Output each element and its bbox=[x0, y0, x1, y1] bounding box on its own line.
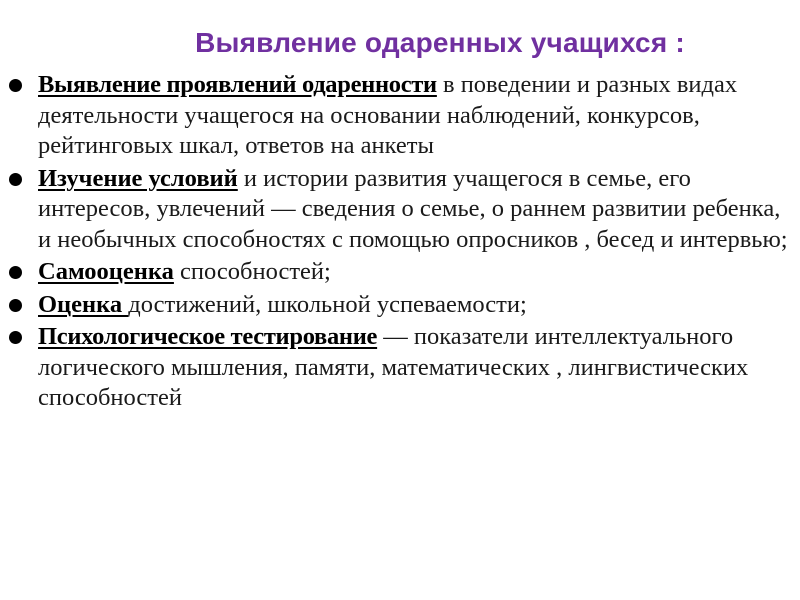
bullet-text: и истории развития учащегося в семье, его интересов, увлечений — сведения о семье, о раннем развитии ребенка, и необычных способностях с помощью опросников , бесед и интервью; bbox=[38, 164, 788, 253]
bullet-dot-icon bbox=[9, 299, 22, 312]
bullet-term: Оценка bbox=[38, 290, 129, 318]
bullet-term: Выявление проявлений одаренности bbox=[38, 71, 437, 98]
bullet-item-testing bbox=[0, 322, 800, 414]
bullet-text: достижений, школьной успеваемости; bbox=[128, 290, 527, 318]
bullet-text: — показатели интеллектуального логического мышления, памяти, математических , лингвистических способностей bbox=[38, 323, 749, 411]
bullet-text: в поведении и разных видах деятельности учащегося на основании наблюдений, конкурсов, рейтинговых шкал, ответов на анкеты bbox=[38, 71, 738, 159]
bullet-list bbox=[0, 70, 800, 416]
bullet-dot-icon bbox=[9, 331, 22, 344]
bullet-term: Самооценка bbox=[38, 258, 174, 285]
bullet-dot-icon bbox=[9, 173, 22, 186]
bullet-term: Психологическое тестирование bbox=[38, 323, 378, 350]
bullet-term: Изучение условий bbox=[38, 164, 238, 192]
bullet-item-self-assessment bbox=[0, 257, 800, 288]
slide-title: Выявление одаренных учащихся : bbox=[195, 27, 685, 58]
bullet-dot-icon bbox=[9, 79, 22, 92]
bullet-dot-icon bbox=[9, 266, 22, 279]
bullet-item-identification bbox=[0, 70, 800, 162]
bullet-text: способностей; bbox=[173, 258, 331, 285]
bullet-item-conditions bbox=[0, 164, 800, 256]
bullet-item-assessment bbox=[0, 290, 800, 321]
